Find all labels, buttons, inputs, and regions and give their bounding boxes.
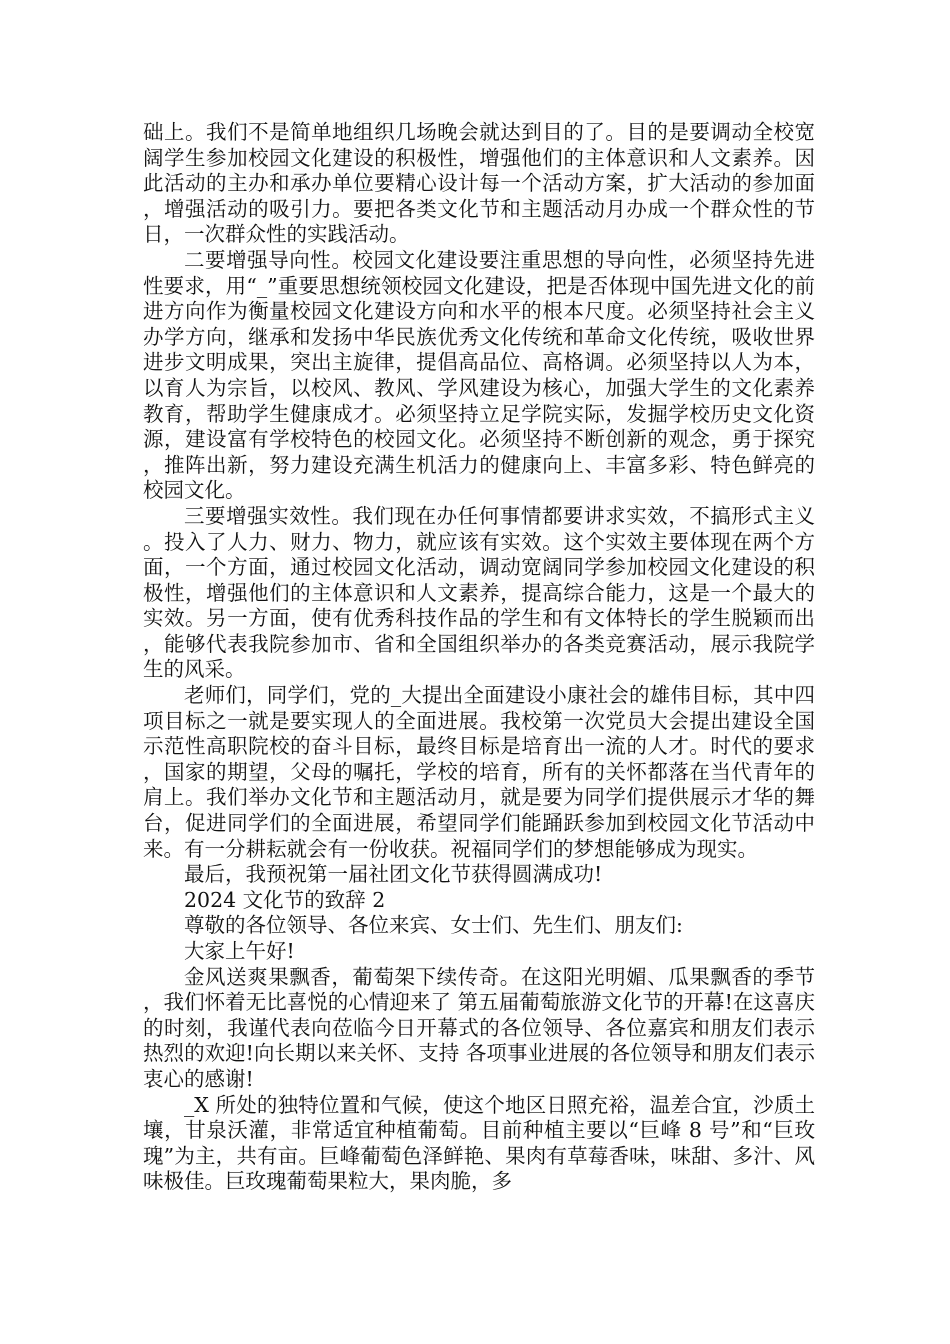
section-heading: 2024 文化节的致辞 2	[184, 887, 386, 912]
greeting: 大家上午好!	[184, 939, 295, 963]
paragraph-2: 二要增强导向性。校园文化建设要注重思想的导向性，必须坚持先进性要求，用“_”重要思想统领校园文化建设，把是否体现中国先进文化的前进方向作为衡量校园文化建设方向和水平的根本尺度。必须坚持社会主义办学方向，继承和发扬中华民族优秀文化传统和革命文化传统，吸收世界进步文明成果，突出主旋律，提倡高品位、高格调。必须坚持以人为本，以育人为宗旨，以校风、教风、学风建设为核心，加强大学生的文化素养教育，帮助学生健康成才。必须坚持立足学院实际，发掘学校历史文化资源，建设富有学校特色的校园文化。必须坚持不断创新的观念，勇于探究，推阵出新，努力建设充满生机活力的健康向上、丰富多彩、特色鲜亮的校园文化。	[143, 247, 815, 503]
paragraph-10: _X 所处的独特位置和气候，使这个地区日照充裕，温差合宜，沙质土壤，甘泉沃灌，非常适宜种植葡萄。目前种植主要以“巨峰 8 号”和“巨玫瑰”为主，共有亩。巨峰葡萄色泽鲜艳、果肉有草莓香味，味甜、多汁、风味极佳。巨玫瑰葡萄果粒大，果肉脆，多	[143, 1092, 815, 1194]
document-body	[143, 120, 815, 1195]
paragraph-9: 金风送爽果飘香，葡萄架下续传奇。在这阳光明媚、瓜果飘香的季节，我们怀着无比喜悦的心情迎来了 第五届葡萄旅游文化节的开幕!在这喜庆的时刻，我谨代表向莅临今日开幕式的各位领导、各位嘉宾和朋友们表示热烈的欢迎!向长期以来关怀、支持 各项事业进展的各位领导和朋友们表示衷心的感谢!	[143, 964, 815, 1091]
paragraph-5: 最后，我预祝第一届社团文化节获得圆满成功!	[184, 862, 603, 887]
paragraph-3: 三要增强实效性。我们现在办任何事情都要讲求实效，不搞形式主义。投入了人力、财力、物力，就应该有实效。这个实效主要体现在两个方面，一个方面，通过校园文化活动，调动宽阔同学参加校园文化建设的积极性，增强他们的主体意识和人文素养，提高综合能力，这是一个最大的实效。另一方面，使有优秀科技作品的学生和有文体特长的学生脱颖而出，能够代表我院参加市、省和全国组织举办的各类竞赛活动，展示我院学生的风采。	[143, 503, 815, 682]
paragraph-1: 础上。我们不是简单地组织几场晚会就达到目的了。目的是要调动全校宽阔学生参加校园文化建设的积极性，增强他们的主体意识和人文素养。因此活动的主办和承办单位要精心设计每一个活动方案，扩大活动的参加面，增强活动的吸引力。要把各类文化节和主题活动月办成一个群众性的节日，一次群众性的实践活动。	[143, 120, 815, 247]
salutation: 尊敬的各位领导、各位来宾、女士们、先生们、朋友们:	[184, 913, 683, 938]
paragraph-4: 老师们，同学们，党的_大提出全面建设小康社会的雄伟目标，其中四项目标之一就是要实现人的全面进展。我校第一次党员大会提出建设全国示范性高职院校的奋斗目标，最终目标是培育出一流的人才。时代的要求，国家的期望，父母的嘱托，学校的培育，所有的关怀都落在当代青年的肩上。我们举办文化节和主题活动月，就是要为同学们提供展示才华的舞台，促进同学们的全面进展，希望同学们能踊跃参加到校园文化节活动中来。有一分耕耘就会有一份收获。祝福同学们的梦想能够成为现实。	[143, 683, 815, 861]
